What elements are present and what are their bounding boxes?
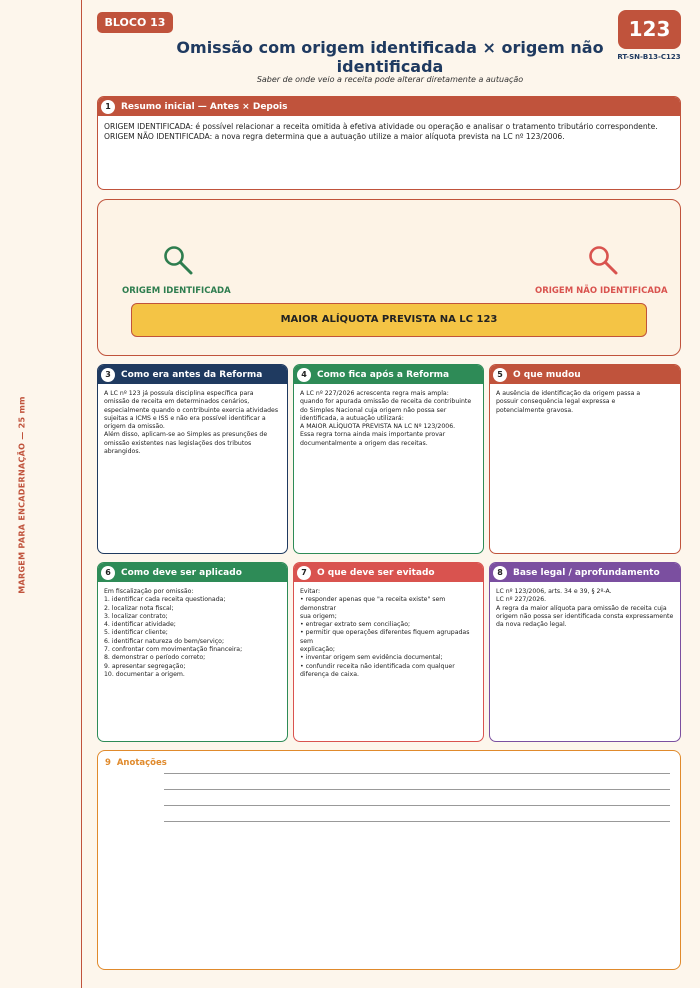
summary-body: [98, 116, 680, 148]
note-line: [164, 805, 670, 806]
text-line: do Simples Nacional cuja origem não possa ser: [300, 406, 447, 414]
page-title: [160, 38, 620, 76]
text-line: abrangidos.: [104, 448, 141, 456]
section-body: [490, 582, 680, 635]
text-line: Além disso, aplicam-se ao Simples as presunções de: [104, 431, 268, 439]
summary-line: ORIGEM NÃO IDENTIFICADA: a nova regra determina que a autuação utilize a maior alíquota prevista na LC nº 123/2006.: [104, 132, 565, 141]
section-number: 3: [101, 368, 115, 382]
note-line: [164, 773, 670, 774]
text-line: A regra da maior alíquota para omissão de receita cuja: [496, 604, 667, 612]
text-line: 5. identificar cliente;: [104, 629, 168, 637]
section-body: [294, 582, 483, 685]
text-line: 6. identificar natureza do bem/serviço;: [104, 637, 225, 645]
section-number: 4: [297, 368, 311, 382]
text-line: 8. demonstrar o período correto;: [104, 654, 206, 662]
summary-line: ORIGEM IDENTIFICADA: é possível relacionar a receita omitida à efetiva atividade ou operação e analisar o tratamento tributário correspondente.: [104, 122, 658, 131]
notes-title-text: Anotações: [116, 758, 167, 768]
origin-diagram: [97, 199, 681, 356]
section-body: [490, 384, 680, 421]
section-number: 1: [101, 100, 115, 114]
section-header: [98, 365, 287, 384]
origin-identified-label: ORIGEM IDENTIFICADA: [122, 286, 231, 296]
text-line: possuir consequência legal expressa e: [496, 398, 616, 406]
section-title: Como deve ser aplicado: [121, 567, 242, 578]
summary-header: [98, 97, 680, 116]
card-number-badge: 123: [618, 10, 681, 49]
section-body: [98, 582, 287, 685]
section-title: Como fica após a Reforma: [317, 369, 450, 380]
section-number: 8: [493, 566, 507, 580]
text-line: • inventar origem sem evidência documental;: [300, 654, 443, 662]
page-subtitle: Saber de onde veio a receita pode alterar diretamente a autuação: [256, 75, 524, 84]
text-line: • confundir receita não identificada com qualquer: [300, 662, 455, 670]
text-line: 9. apresentar segregação;: [104, 662, 186, 670]
summary-title: Resumo inicial — Antes × Depois: [121, 101, 288, 112]
magnifier-icon: [587, 244, 619, 276]
summary-box: [97, 96, 681, 190]
max-rate-banner: MAIOR ALÍQUOTA PREVISTA NA LC 123: [131, 303, 647, 337]
section-title: Base legal / aprofundamento: [513, 567, 660, 578]
text-line: da nova redação legal.: [496, 621, 567, 629]
page-title-line-2: identificada: [336, 57, 444, 76]
origin-unidentified-label: ORIGEM NÃO IDENTIFICADA: [535, 286, 668, 296]
text-line: LC nº 227/2026.: [496, 596, 547, 604]
text-line: origem da omissão.: [104, 423, 165, 431]
text-line: 4. identificar atividade;: [104, 621, 176, 629]
section-number: 5: [493, 368, 507, 382]
notes-title: [105, 758, 167, 768]
text-line: Evitar:: [300, 588, 321, 595]
section-header: [98, 563, 287, 582]
section-title: Como era antes da Reforma: [121, 369, 263, 380]
text-line: omissão de receita em determinados cenários,: [104, 398, 250, 406]
text-line: sua origem;: [300, 612, 337, 620]
section-what-changed: [489, 364, 681, 554]
section-how-to-apply: [97, 562, 288, 742]
magnifier-icon: [162, 244, 194, 276]
text-line: Em fiscalização por omissão:: [104, 588, 194, 595]
section-number: 7: [297, 566, 311, 580]
text-line: 10. documentar a origem.: [104, 670, 185, 678]
text-line: 1. identificar cada receita questionada;: [104, 596, 226, 604]
card-code: RT-SN-B13-C123: [617, 53, 681, 61]
text-line: • entregar extrato sem conciliação;: [300, 621, 411, 629]
text-line: omissão existentes nas legislações dos tributos: [104, 439, 252, 447]
text-line: potencialmente gravosa.: [496, 406, 574, 414]
text-line: 7. confrontar com movimentação financeira;: [104, 646, 243, 654]
section-title: O que deve ser evitado: [317, 567, 435, 578]
text-line: 2. localizar nota fiscal;: [104, 604, 174, 612]
text-line: LC nº 123/2006, arts. 34 e 39, § 2º-A.: [496, 588, 612, 595]
binding-margin: [0, 0, 82, 988]
text-line: sujeitas a ICMS e ISS e não era possível identificar a: [104, 414, 266, 422]
binding-margin-label: MARGEM PARA ENCADERNAÇÃO — 25 mm: [17, 396, 27, 594]
section-body: [98, 384, 287, 462]
text-line: • responder apenas que "a receita existe" sem demonstrar: [300, 596, 446, 612]
text-line: documentalmente a origem das receitas.: [300, 439, 428, 447]
text-line: A ausência de identificação da origem passa a: [496, 390, 641, 397]
section-legal-basis: [489, 562, 681, 742]
notes-box[interactable]: [97, 750, 681, 970]
text-line: quando for apurada omissão de receita de contribuinte: [300, 398, 472, 406]
text-line: explicação;: [300, 646, 335, 654]
section-number: 6: [101, 566, 115, 580]
note-line: [164, 821, 670, 822]
text-line: origem não possa ser identificada consta expressamente: [496, 612, 674, 620]
section-header: [294, 365, 483, 384]
text-line: A LC nº 227/2026 acrescenta regra mais ampla:: [300, 390, 449, 397]
text-line: A MAIOR ALÍQUOTA PREVISTA NA LC Nº 123/2006.: [300, 423, 456, 431]
section-body: [294, 384, 483, 454]
text-line: 3. localizar contrato;: [104, 612, 168, 620]
text-line: • permitir que operações diferentes fiquem agrupadas sem: [300, 629, 470, 645]
section-after-reform: [293, 364, 484, 554]
section-header: [490, 365, 680, 384]
section-number: 9: [105, 758, 111, 768]
text-line: Essa regra torna ainda mais importante provar: [300, 431, 446, 439]
section-header: [490, 563, 680, 582]
page-title-line-1: Omissão com origem identificada × origem não: [176, 38, 604, 57]
text-line: especialmente quando o contribuinte exercia atividades: [104, 406, 279, 414]
text-line: A LC nº 123 já possuía disciplina específica para: [104, 390, 254, 397]
section-header: [294, 563, 483, 582]
bloco-badge: BLOCO 13: [97, 12, 173, 33]
section-before-reform: [97, 364, 288, 554]
text-line: identificada, a autuação utilizará:: [300, 414, 404, 422]
note-line: [164, 789, 670, 790]
text-line: diferença de caixa.: [300, 670, 359, 678]
section-what-to-avoid: [293, 562, 484, 742]
section-title: O que mudou: [513, 369, 581, 380]
